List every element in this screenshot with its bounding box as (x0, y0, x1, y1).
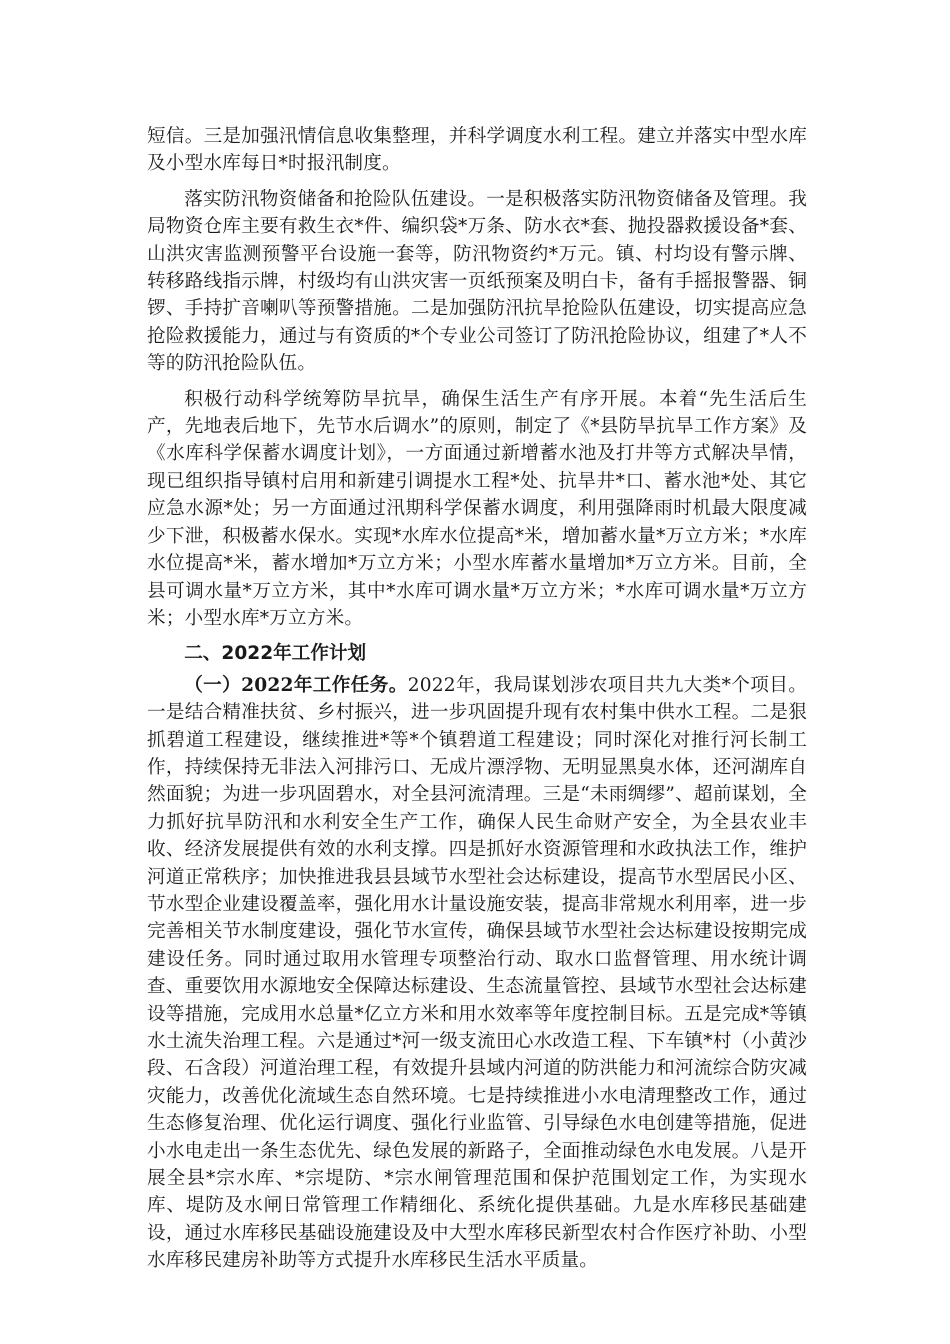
paragraph-body-2022-tasks: 2022年，我局谋划涉农项目共九大类*个项目。一是结合精准扶贫、乡村振兴，进一步巩固提升现有农村集中供水工程。二是狠抓碧道工程建设，继续推进*等*个镇碧道工程建设；同时深化对推行河长制工作，持续保持无非法入河排污口、无成片漂浮物、无明显黑臭水体，还河湖库自然面貌；为进一步巩固碧水，对全县河流清理。三是“未雨绸缪”、超前谋划，全力抓好抗旱防汛和水利安全生产工作，确保人民生命财产安全，为全县农业丰收、经济发展提供有效的水利支撑。四是抓好水资源管理和水政执法工作，维护河道正常秩序；加快推进我县县域节水型社会达标建设，提高节水型居民小区、节水型企业建设覆盖率，强化用水计量设施安装，提高非常规水利用率，进一步完善相关节水制度建设，强化节水宣传，确保县域节水型社会达标建设按期完成建设任务。同时通过取用水管理专项整治行动、取水口监督管理、用水统计调查、重要饮用水源地安全保障达标建设、生态流量管控、县域节水型社会达标建设等措施，完成用水总量*亿立方米和用水效率等年度控制目标。五是完成*等镇水土流失治理工程。六是通过*河一级支流田心水改造工程、下车镇*村（小黄沙段、石含段）河道治理工程，有效提升县域内河道的防洪能力和河流综合防灾减灾能力，改善优化流域生态自然环境。七是持续推进小水电清理整改工作，通过生态修复治理、优化运行调度、强化行业监管、引导绿色水电创建等措施，促进小水电走出一条生态优先、绿色发展的新路子，全面推动绿色水电发展。八是开展全县*宗水库、*宗堤防、*宗水闸管理范围和保护范围划定工作，为实现水库、堤防及水闸日常管理工作精细化、系统化提供基础。九是水库移民基础建设，通过水库移民基础设施建设及中大型水库移民新型农村合作医疗补助、小型水库移民建房补助等方式提升水库移民生活水平质量。 (147, 674, 808, 1272)
paragraph-flood-supplies: 落实防汛物资储备和抢险队伍建设。一是积极落实防汛物资储备及管理。我局物资仓库主要有救生衣*件、编织袋*万条、防水衣*套、抛投器救援设备*套、山洪灾害监测预警平台设施一套等，防汛物资约*万元。镇、村均设有警示牌、转移路线指示牌，村级均有山洪灾害一页纸预案及明白卡，备有手摇报警器、铜锣、手持扩音喇叭等预警措施。二是加强防汛抗旱抢险队伍建设，切实提高应急抢险救援能力，通过与有资质的*个专业公司签订了防汛抢险协议，组建了*人不等的防汛抢险队伍。 (147, 188, 807, 375)
paragraph-drought-response: 积极行动科学统筹防旱抗旱，确保生活生产有序开展。本着“先生活后生产，先地表后地下，先节水后调水”的原则，制定了《*县防旱抗旱工作方案》及《水库科学保蓄水调度计划》，一方面通过新增蓄水池及打井等方式解决旱情，现已组织指导镇村启用和新建引调提水工程*处、抗旱井*口、蓄水池*处、其它应急水源*处；另一方面通过汛期科学保蓄水调度，利用强降雨时机最大限度减少下泄，积极蓄水保水。实现*水库水位提高*米，增加蓄水量*万立方米；*水库水位提高*米，蓄水增加*万立方米；小型水库蓄水量增加*万立方米。目前，全县可调水量*万立方米，其中*水库可调水量*万立方米；*水库可调水量*万立方米；小型水库*万立方米。 (147, 388, 807, 629)
paragraph-lead-2022-tasks: （一）2022年工作任务。 (184, 674, 408, 696)
document-page (147, 123, 807, 1283)
paragraph-flood-info: 短信。三是加强汛情信息收集整理，并科学调度水利工程。建立并落实中型水库及小型水库每日*时报汛制度。 (147, 126, 807, 175)
paragraph-2022-tasks (147, 672, 807, 1275)
section-heading-2022-plan: 二、2022年工作计划 (184, 643, 367, 665)
